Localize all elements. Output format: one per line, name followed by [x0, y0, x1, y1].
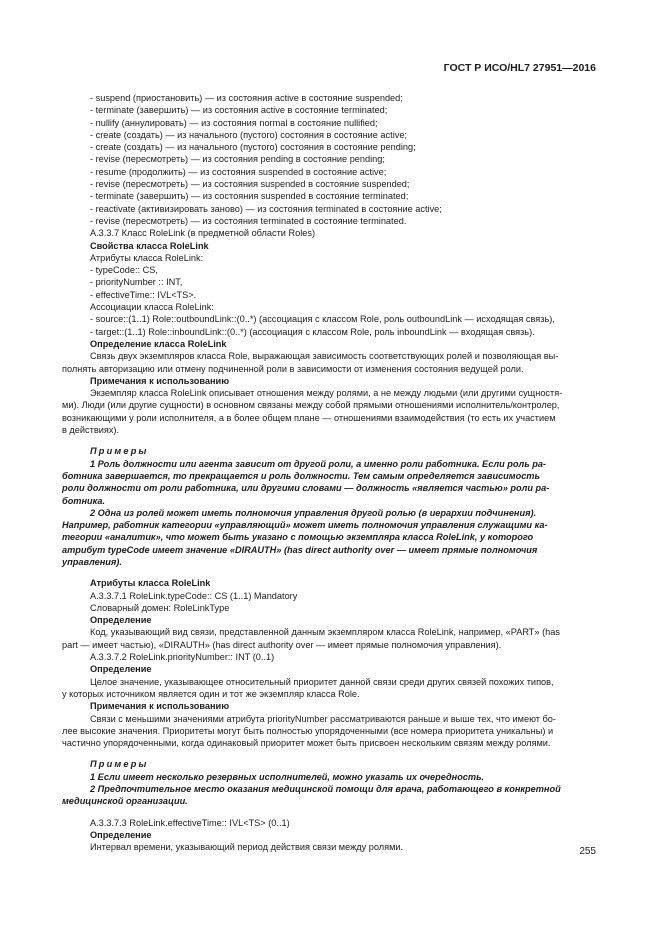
paragraph-line: полнять авторизацию или отмену подчиненной роли в зависимости от изменения состояния ведущей роли. [62, 363, 524, 374]
example-line: 2 Одна из ролей может иметь полномочия управления другой ролью (в иерархии подчинения). [90, 507, 537, 518]
paragraph-line: Связь двух экземпляров класса Role, выражающая зависимость соответствующих ролей и позволяющая вы- [90, 351, 559, 362]
paragraph-line: в действиях). [62, 425, 120, 436]
assoc-label: Ассоциации класса RoleLink: [90, 302, 214, 313]
example-line: 1 Если имеет несколько резервных исполнителей, можно указать их очередность. [90, 771, 485, 782]
paragraph-line: лее высокие значения. Приоритеты могут быть полностью упорядоченными (все номера приоритета уникальны) и [62, 725, 554, 736]
attrs-heading: Атрибуты класса RoleLink [90, 578, 211, 589]
list-item: - typeCode:: CS, [62, 264, 600, 276]
attr-domain: Словарный домен: RoleLinkType [90, 602, 230, 613]
example-line: роли должности от роли работника, или другими словами — должность «является частью» роли ра- [62, 483, 550, 494]
example-line: 2 Предпочтительное место оказания медицинской помощи для врача, работающего в конкретной [90, 784, 561, 795]
example-line: управления). [62, 556, 122, 567]
props-heading: Свойства класса RoleLink [90, 240, 209, 251]
paragraph-line: Целое значение, указывающее относительный приоритет данной связи среди других связей похожих типов, [90, 676, 554, 687]
attr-usage-heading: Примечания к использованию [90, 701, 230, 712]
example-line: Например, работник категории «управляющий» может иметь полномочия управления служащими ка- [62, 520, 548, 531]
list-item: - resume (продолжить) — из состояния suspended в состояние active; [62, 166, 600, 178]
list-item: - create (создать) — из начального (пустого) состояния в состояние active; [62, 129, 600, 141]
attr-def-heading: Определение [90, 829, 152, 840]
paragraph-line: у которых источником является один и тот же экземпляр класса Role. [62, 688, 360, 699]
list-item: - create (создать) — из начального (пустого) состояния в состояние pending; [62, 141, 600, 153]
attr-title: A.3.3.7.1 RoleLink.typeCode:: CS (1..1) Mandatory [90, 590, 298, 601]
attr-title: A.3.3.7.3 RoleLink.effectiveTime:: IVL<TS> (0..1) [90, 817, 290, 828]
example-line: атрибут typeCode имеет значение «DIRAUTH» (has direct authority over — имеет прямые полномочия [62, 544, 538, 555]
transition-list [62, 92, 600, 227]
attrs-label: Атрибуты класса RoleLink: [90, 252, 204, 263]
list-item: - terminate (завершить) — из состояния active в состояние terminated; [62, 104, 600, 116]
paragraph-line: Экземпляр класса RoleLink описывает отношения между ролями, а не между людьми (или другими сущностя- [90, 388, 563, 399]
paragraph-line: part — имеет частью), «DIRAUTH» (has direct authority over — имеет прямые полномочия управления). [62, 639, 502, 650]
list-item: - revise (пересмотреть) — из состояния pending в состояние pending; [62, 153, 600, 165]
examples-label: Примеры [90, 446, 149, 457]
example-line: ботника. [62, 495, 106, 506]
document-header: ГОСТ Р ИСО/HL7 27951—2016 [443, 62, 596, 74]
paragraph-line: частично упорядоченными, когда одинаковый приоритет может быть присвоен нескольким связям между ролями. [62, 738, 551, 749]
example-line: ботника завершается, то прекращается и роль должности. Тем самым определяется зависимость [62, 470, 540, 481]
list-item: - terminate (завершить) — из состояния suspended в состояние terminated; [62, 190, 600, 202]
example-line: 1 Роль должности или агента зависит от другой роли, а именно роли работника. Если роль ра- [90, 458, 546, 469]
list-item: - revise (пересмотреть) — из состояния suspended в состояние suspended; [62, 178, 600, 190]
examples-label: Примеры [90, 759, 149, 770]
class-heading: A.3.3.7 Класс RoleLink (в предметной области Roles) [90, 228, 316, 239]
list-item: - priorityNumber :: INT, [62, 276, 600, 288]
paragraph-line: Связи с меньшими значениями атрибута priorityNumber рассматриваются раньше и выше тех, что имеют бо- [90, 713, 556, 724]
usage-heading: Примечания к использованию [90, 375, 230, 386]
attr-def-heading: Определение [90, 664, 152, 675]
list-item: - revise (пересмотреть) — из состояния terminated в состояние terminated. [62, 215, 600, 227]
list-item: - nullify (аннулировать) — из состояния normal в состояние nullified; [62, 117, 600, 129]
attr-title: A.3.3.7.2 RoleLink.priorityNumber:: INT (0..1) [90, 652, 275, 663]
list-item: - effectiveTime:: IVL<TS>. [62, 289, 600, 301]
page-number: 255 [579, 846, 596, 857]
paragraph-line: возникающими у роли исполнителя, а в более общем плане — отношениями взаимодействия (то есть их участием [62, 412, 556, 423]
list-item: - source::(1..1) Role::outboundLink::(0..*) (ассоциация с классом Role, роль outboundLink — исходящая связь), [62, 313, 600, 325]
list-item: - target::(1..1) Role::inboundLink::(0..*) (ассоциация с классом Role, роль inboundLink — входящая связь). [62, 326, 600, 338]
paragraph-line: ми). Люди (или другие сущности) в основном связаны между собой прямыми отношениями исполнитель/контролер, [62, 400, 560, 411]
example-line: тегории «аналитик», что может быть указано с помощью экземпляра класса RoleLink, у которого [62, 532, 534, 543]
page-body [62, 92, 600, 854]
list-item: - suspend (приостановить) — из состояния active в состояние suspended; [62, 92, 600, 104]
attr-def-heading: Определение [90, 615, 152, 626]
paragraph-line: Код, указывающий вид связи, представленной данным экземпляром класса RoleLink, например, «PART» (has [90, 627, 560, 638]
list-item: - reactivate (активизировать заново) — из состояния terminated в состояние active; [62, 203, 600, 215]
example-line: медицинской организации. [62, 796, 188, 807]
def-heading: Определение класса RoleLink [90, 338, 227, 349]
paragraph-line: Интервал времени, указывающий период действия связи между ролями. [90, 842, 404, 853]
